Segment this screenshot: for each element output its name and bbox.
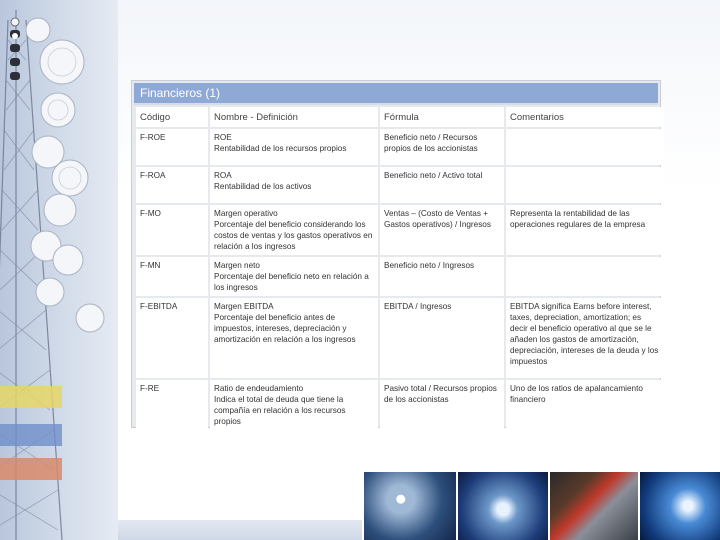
table-row (136, 298, 664, 378)
financial-indicators-table (134, 105, 666, 432)
cell-comments: Representa la rentabilidad de las operaciones regulares de la empresa (506, 205, 664, 255)
cell-code: F-RE (136, 380, 208, 430)
cell-formula: Beneficio neto / Recursos propios de los accionistas (380, 129, 504, 165)
cell-name: Margen operativo Porcentaje del beneficio considerando los costos de ventas y los gastos operativos en relación a los ingresos (210, 205, 378, 255)
table-header-row (136, 107, 664, 127)
cell-code: F-MO (136, 205, 208, 255)
satellite-dish-icon (362, 472, 456, 540)
header-name-definition: Nombre - Definición (210, 107, 378, 127)
cell-comments: EBITDA significa Earns before interest, taxes, depreciation, amortization; es decir el beneficio operativo al que se le añaden los gastos de amortización, depreciación, intereses de la deuda y los impuestos (506, 298, 664, 378)
table-row (136, 167, 664, 203)
cell-code: F-MN (136, 257, 208, 296)
table-row (136, 257, 664, 296)
cell-name: ROE Rentabilidad de los recursos propios (210, 129, 378, 165)
cell-name: Ratio de endeudamiento Indica el total de deuda que tiene la compañía en relación a los recursos propios (210, 380, 378, 430)
cell-comments (506, 167, 664, 203)
network-cables-icon (548, 472, 638, 540)
table-row (136, 129, 664, 165)
cell-name: ROA Rentabilidad de los activos (210, 167, 378, 203)
cell-code: F-EBITDA (136, 298, 208, 378)
earth-network-icon (456, 472, 548, 540)
fiber-optic-icon (638, 472, 720, 540)
cell-formula: Pasivo total / Recursos propios de los accionistas (380, 380, 504, 430)
cell-code: F-ROA (136, 167, 208, 203)
cell-formula: Beneficio neto / Activo total (380, 167, 504, 203)
header-formula: Fórmula (380, 107, 504, 127)
financial-table-panel (131, 80, 661, 428)
cell-formula: Beneficio neto / Ingresos (380, 257, 504, 296)
cell-comments (506, 257, 664, 296)
cell-name: Margen EBITDA Porcentaje del beneficio antes de impuestos, intereses, depreciación y amortización en relación a los ingresos (210, 298, 378, 378)
slide-title: Financieros (1) (134, 83, 658, 105)
telecom-tower-icon (0, 0, 118, 540)
cell-formula: EBITDA / Ingresos (380, 298, 504, 378)
cell-name: Margen neto Porcentaje del beneficio neto en relación a los ingresos (210, 257, 378, 296)
cell-code: F-ROE (136, 129, 208, 165)
left-decorative-band (0, 0, 118, 540)
table-row (136, 205, 664, 255)
cell-formula: Ventas – (Costo de Ventas + Gastos operativos) / Ingresos (380, 205, 504, 255)
header-code: Código (136, 107, 208, 127)
header-comments: Comentarios (506, 107, 664, 127)
cell-comments (506, 129, 664, 165)
cell-comments: Uno de los ratios de apalancamiento financiero (506, 380, 664, 430)
photo-strip (362, 472, 720, 540)
table-row (136, 380, 664, 430)
